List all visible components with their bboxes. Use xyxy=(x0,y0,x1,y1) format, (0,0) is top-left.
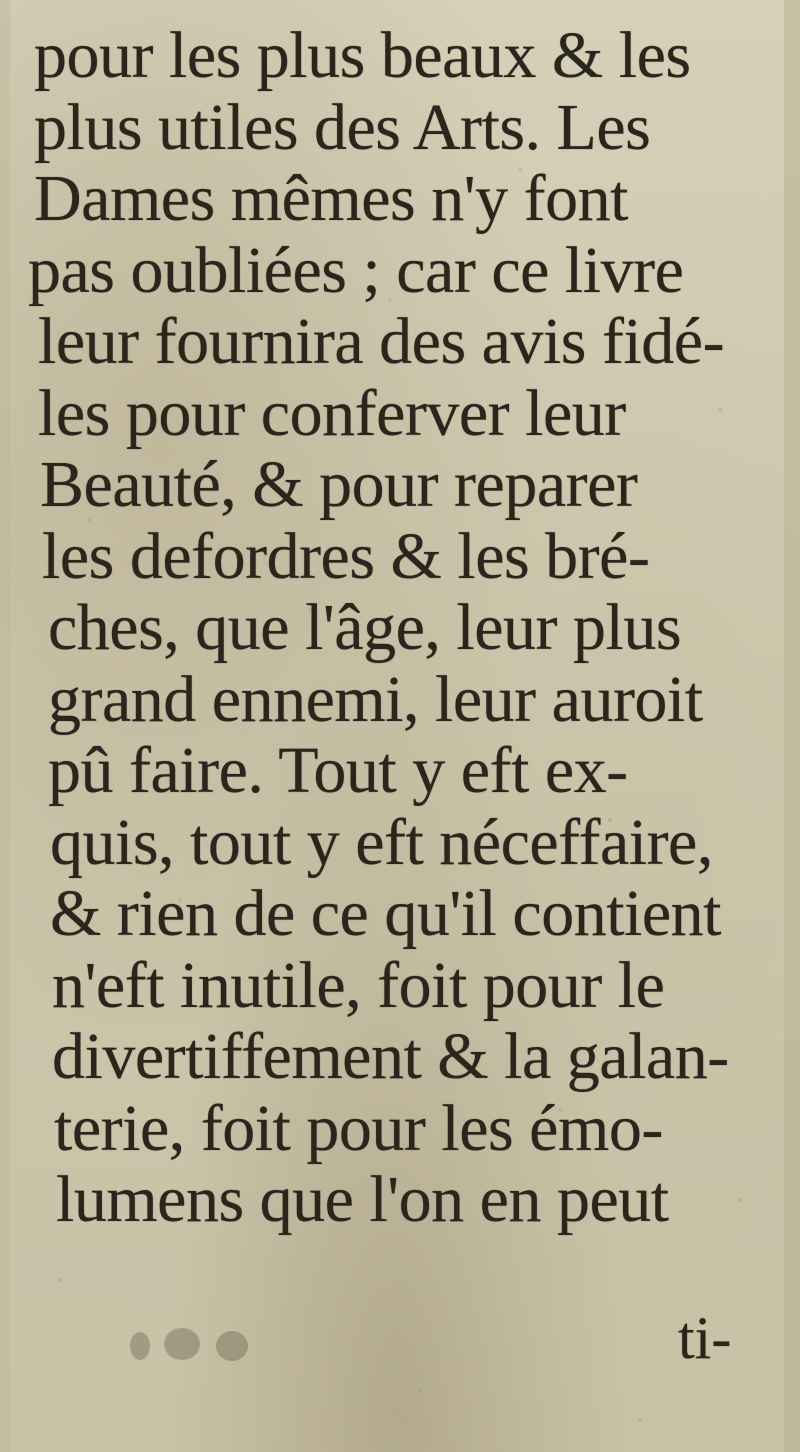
text-line: pû faire. Tout y eft ex- xyxy=(48,734,628,807)
text-line: Beauté, & pour reparer xyxy=(40,448,638,521)
page-text xyxy=(26,20,786,1236)
ink-bleed-mark xyxy=(120,1316,260,1372)
text-line: pas oubliées ; car ce livre xyxy=(28,233,684,307)
text-line: les defordres & les bré- xyxy=(42,519,650,593)
text-line: Dames mêmes n'y font xyxy=(34,162,628,235)
catchword: ti- xyxy=(678,1305,732,1371)
text-line: pour les plus beaux & les xyxy=(34,19,691,92)
text-line: lumens que l'on en peut xyxy=(56,1163,669,1236)
text-line: terie, foit pour les émo- xyxy=(54,1091,663,1165)
text-line: n'eft inutile, foit pour le xyxy=(52,948,665,1022)
text-line: divertiffement & la galan- xyxy=(52,1020,729,1093)
text-line: & rien de ce qu'il contient xyxy=(50,877,721,950)
text-line: leur fournira des avis fidé- xyxy=(38,305,725,378)
text-line: les pour conferver leur xyxy=(38,376,626,450)
text-line: ches, que l'âge, leur plus xyxy=(48,591,682,664)
text-line: quis, tout y eft néceffaire, xyxy=(50,805,713,879)
text-line: grand ennemi, leur auroit xyxy=(48,662,703,736)
text-line: plus utiles des Arts. Les xyxy=(34,90,651,164)
